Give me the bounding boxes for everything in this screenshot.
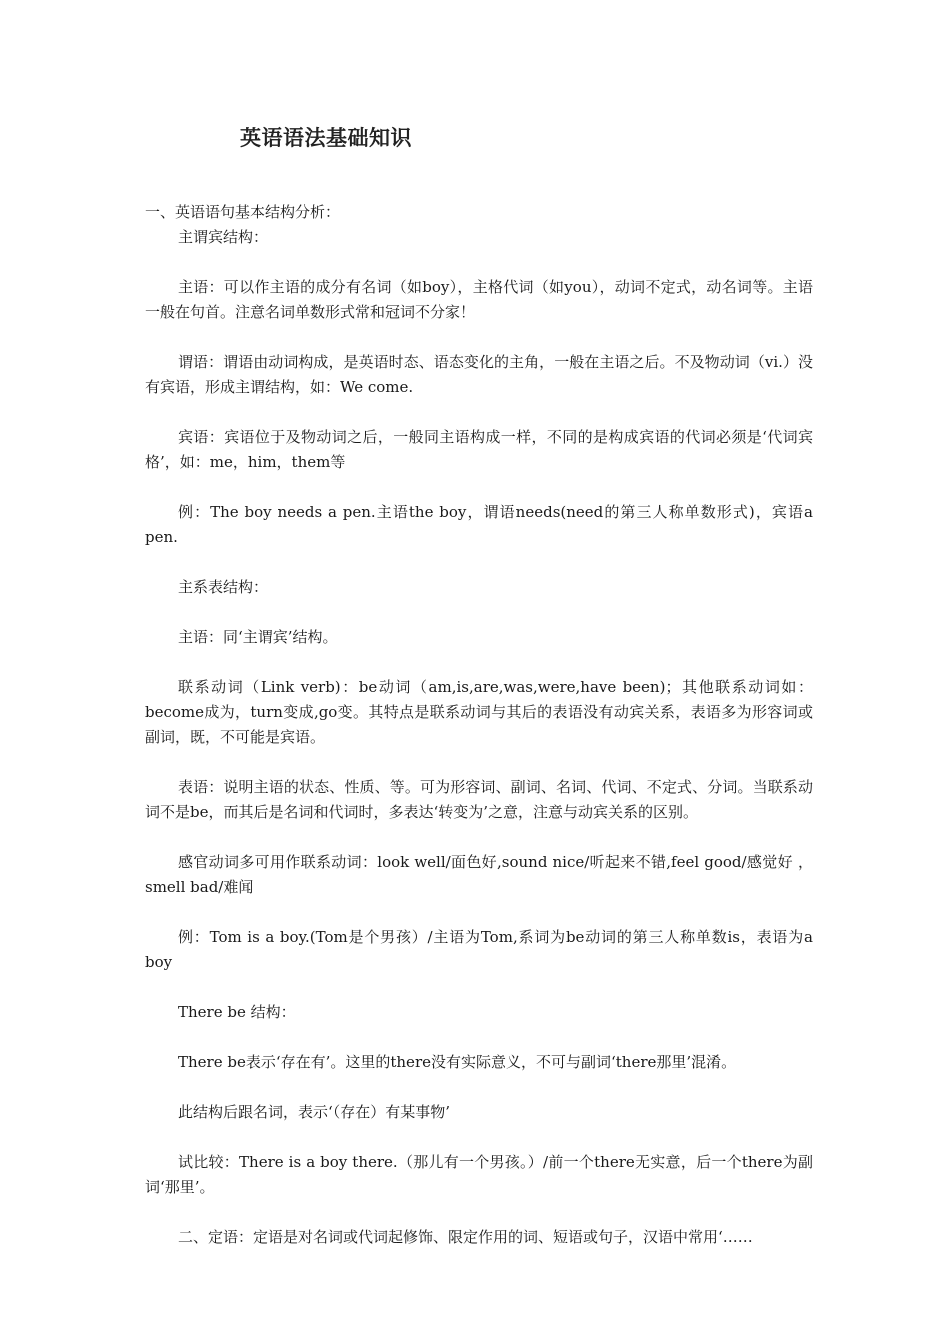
subsection-heading: 主系表结构： [178, 578, 269, 596]
body-paragraph: 谓语：谓语由动词构成，是英语时态、语态变化的主角，一般在主语之后。不及物动词（vi.）没有宾语，形成主谓结构，如：We come. [145, 353, 813, 396]
body-paragraph: 主语：可以作主语的成分有名词（如boy），主格代词（如you），动词不定式，动名词等。主语一般在句首。注意名词单数形式常和冠词不分家！ [145, 278, 813, 321]
example-paragraph: 例：Tom is a boy.(Tom是个男孩）/主语为Tom,系词为be动词的第三人称单数is，表语为a boy [145, 928, 813, 971]
body-paragraph: 主语：同‘主谓宾’结构。 [178, 628, 338, 646]
section-heading: 一、英语语句基本结构分析： [145, 203, 341, 221]
body-paragraph: 宾语：宾语位于及物动词之后，一般同主语构成一样，不同的是构成宾语的代词必须是‘代词宾格’，如：me，him，them等 [145, 428, 813, 471]
body-paragraph: 此结构后跟名词，表示‘（存在）有某事物’ [178, 1103, 451, 1121]
example-paragraph: 试比较：There is a boy there.（那儿有一个男孩。）/前一个there无实意，后一个there为副词‘那里’。 [145, 1153, 813, 1196]
body-paragraph: 表语：说明主语的状态、性质、等。可为形容词、副词、名词、代词、不定式、分词。当联系动词不是be，而其后是名词和代词时，多表达‘转变为’之意，注意与动宾关系的区别。 [145, 778, 813, 821]
example-paragraph: 例：The boy needs a pen.主语the boy，谓语needs(need的第三人称单数形式)，宾语a pen. [145, 503, 813, 546]
subsection-heading: 主谓宾结构： [178, 228, 269, 246]
document-title: 英语语法基础知识 [240, 125, 412, 150]
body-paragraph: 感官动词多可用作联系动词：look well/面色好,sound nice/听起来不错,feel good/感觉好 ，smell bad/难闻 [145, 853, 813, 896]
document-body [145, 200, 813, 1250]
body-paragraph: There be表示‘存在有’。这里的there没有实际意义，不可与副词‘there那里’混淆。 [178, 1053, 737, 1071]
section-heading: 二、定语：定语是对名词或代词起修饰、限定作用的词、短语或句子，汉语中常用‘…… [178, 1228, 753, 1246]
body-paragraph: 联系动词（Link verb)：be动词（am,is,are,was,were,have been)；其他联系动词如：become成为，turn变成,go变。其特点是联系动词与其后的表语没有动宾关系，表语多为形容词或副词，既，不可能是宾语。 [145, 678, 813, 746]
subsection-heading: There be 结构： [178, 1003, 296, 1021]
